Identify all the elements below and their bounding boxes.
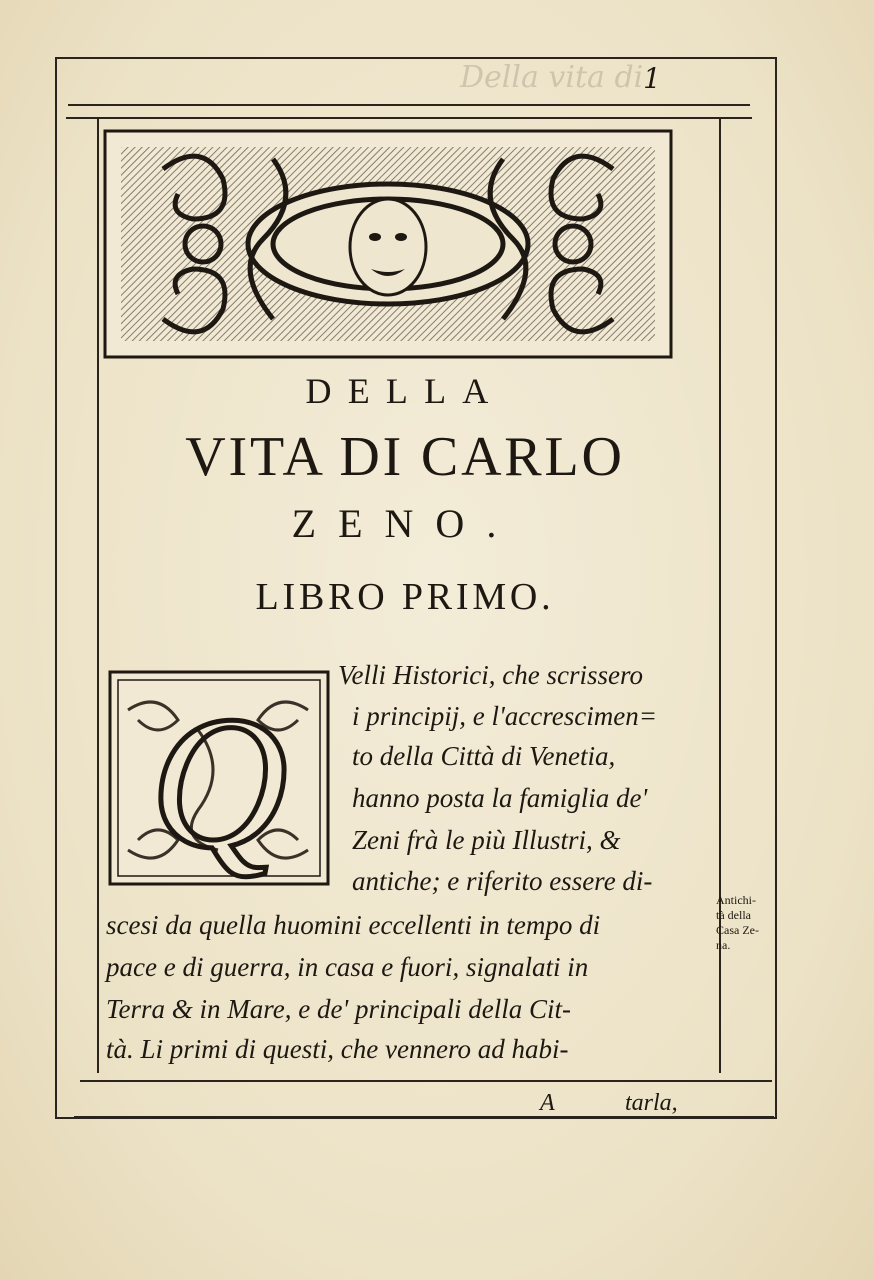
signature-mark: A: [540, 1090, 555, 1116]
ornamental-headpiece: [103, 129, 673, 359]
bottom-rule: [80, 1080, 772, 1082]
margin-note: [716, 893, 792, 953]
page-number: 1: [643, 62, 661, 95]
body-line-1: Velli Historici, che scrissero: [338, 660, 643, 690]
margin-note-line: Casa Ze-: [716, 923, 759, 937]
body-line-5: Zeni frà le più Illustri, &: [352, 825, 621, 855]
margin-note-line: Antichi-: [716, 893, 756, 907]
decorated-initial: [108, 670, 330, 886]
body-line-9: Terra & in Mare, e de' principali della Cit-: [106, 994, 571, 1024]
body-line-7: scesi da quella huomini eccellenti in tempo di: [106, 910, 601, 940]
title-line-vita: VITA DI CARLO: [185, 426, 625, 488]
margin-note-line: tà della: [716, 908, 751, 922]
body-line-6: antiche; e riferito essere di-: [352, 866, 653, 896]
title-line-libro: LIBRO PRIMO.: [255, 576, 555, 618]
title-line-della: DELLA: [305, 371, 505, 411]
initial-letter: Q: [150, 678, 288, 886]
body-line-8: pace e di guerra, in casa e fuori, signalati in: [106, 952, 589, 982]
margin-note-line: na.: [716, 938, 731, 952]
bleed-through-text: Della vita di: [460, 60, 644, 95]
body-line-10: tà. Li primi di questi, che vennero ad habi-: [106, 1034, 569, 1064]
title-line-zeno: ZENO.: [291, 501, 519, 546]
body-line-3: to della Città di Venetia,: [352, 741, 616, 771]
top-rule: [68, 104, 750, 106]
body-line-4: hanno posta la famiglia de': [352, 783, 648, 813]
catchword: tarla,: [625, 1090, 678, 1116]
body-line-2: i principij, e l'accrescimen=: [352, 701, 657, 731]
